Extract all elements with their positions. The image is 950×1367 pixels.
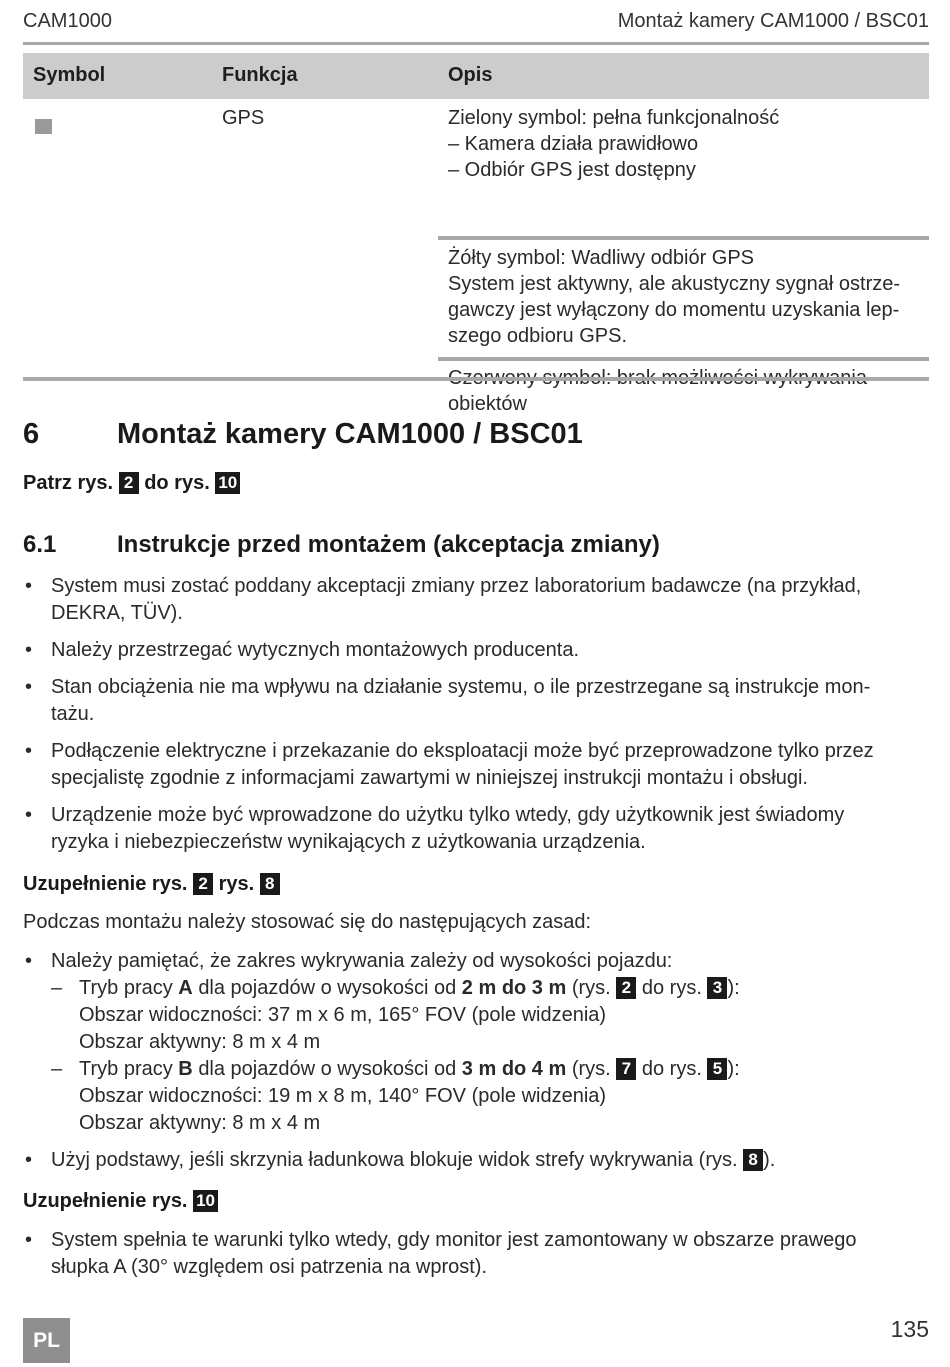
desc-green	[448, 105, 929, 183]
figure-badge: 8	[743, 1149, 763, 1171]
ref-text: do rys.	[144, 472, 210, 494]
list-item	[23, 573, 929, 627]
figure-badge: 5	[707, 1058, 727, 1080]
mode-label: B	[178, 1058, 193, 1080]
text: dla pojazdów o wysokości od	[198, 1058, 457, 1080]
col-function: Funkcja	[222, 64, 298, 86]
row-divider	[438, 357, 929, 361]
desc-line: – Odbiór GPS jest dostępny	[448, 159, 696, 181]
section-number: 6	[23, 418, 40, 450]
header-rule	[23, 42, 929, 45]
symbol-table	[23, 53, 929, 415]
page-number: 135	[890, 1316, 929, 1342]
instruction-list	[23, 573, 929, 866]
figure-badge: 2	[616, 977, 636, 999]
line: Urządzenie może być wprowadzone do użytku tylko wtedy, gdy użytkownik jest świadomy	[51, 804, 845, 826]
desc-line: szego odbioru GPS.	[448, 325, 627, 347]
text: ):	[727, 1058, 740, 1080]
line: DEKRA, TÜV).	[51, 602, 183, 624]
line: Obszar widoczności: 37 m x 6 m, 165° FOV (pole widzenia)	[79, 1004, 607, 1026]
supplement-list	[23, 1227, 929, 1291]
list-item	[23, 948, 929, 1137]
dash: –	[51, 1058, 63, 1080]
figure-reference	[23, 472, 240, 495]
text: do rys.	[641, 1058, 702, 1080]
col-symbol: Symbol	[33, 64, 106, 86]
line: System spełnia te warunki tylko wtedy, gdy monitor jest zamontowany w obszarze prawego	[51, 1229, 857, 1251]
list-item	[23, 1147, 929, 1174]
supplement-list	[23, 948, 929, 1184]
height-range: 2 m do 3 m	[461, 977, 567, 999]
line: System musi zostać poddany akceptacji zmiany przez laboratorium badawcze (na przykład,	[51, 575, 862, 597]
text: dla pojazdów o wysokości od	[198, 977, 457, 999]
line: Użyj podstawy, jeśli skrzynia ładunkowa blokuje widok strefy wykrywania (rys.	[51, 1149, 738, 1171]
desc-line: Zielony symbol: pełna funkcjonalność	[448, 107, 780, 129]
desc-line: System jest aktywny, ale akustyczny sygnał ostrze-	[448, 273, 901, 295]
table-bottom-rule	[23, 377, 929, 381]
line: Podłączenie elektryczne i przekazanie do eksploatacji może być przeprowadzone tylko przez	[51, 740, 874, 762]
figure-badge: 2	[193, 873, 213, 895]
figure-badge: 10	[193, 1190, 218, 1212]
mode-a-item	[51, 975, 929, 1056]
heading-text: Uzupełnienie rys.	[23, 1190, 188, 1212]
text: (rys.	[571, 1058, 611, 1080]
line: Obszar aktywny: 8 m x 4 m	[79, 1031, 321, 1053]
line: Należy pamiętać, że zakres wykrywania zależy od wysokości pojazdu:	[51, 950, 673, 972]
list-item	[23, 802, 929, 856]
text: ):	[727, 977, 740, 999]
text: (rys.	[571, 977, 611, 999]
line: Obszar widoczności: 19 m x 8 m, 140° FOV (pole widzenia)	[79, 1085, 607, 1107]
text: ).	[763, 1149, 776, 1171]
line: słupka A (30° względem osi patrzenia na wprost).	[51, 1256, 487, 1278]
running-header	[23, 10, 929, 40]
manual-page	[23, 0, 929, 1367]
desc-yellow	[448, 245, 929, 349]
table-header	[23, 53, 929, 99]
text: do rys.	[641, 977, 702, 999]
text: Tryb pracy	[79, 1058, 173, 1080]
line: Obszar aktywny: 8 m x 4 m	[79, 1112, 321, 1134]
gray-square-icon	[35, 119, 52, 134]
supplement-heading	[23, 1190, 218, 1213]
subsection-number: 6.1	[23, 531, 57, 558]
figure-badge: 7	[616, 1058, 636, 1080]
heading-text: Uzupełnienie rys.	[23, 873, 188, 895]
text: Tryb pracy	[79, 977, 173, 999]
header-product: CAM1000	[23, 10, 112, 32]
line: Stan obciążenia nie ma wpływu na działanie systemu, o ile przestrzegane są instrukcje mon-	[51, 676, 871, 698]
dash: –	[51, 977, 63, 999]
list-item	[23, 674, 929, 728]
heading-text: rys.	[218, 873, 255, 895]
desc-line: obiektów	[448, 393, 527, 415]
table-body	[23, 99, 929, 415]
desc-line: Żółty symbol: Wadliwy odbiór GPS	[448, 247, 755, 269]
list-item	[23, 738, 929, 792]
supplement-heading	[23, 873, 280, 896]
function-gps: GPS	[222, 107, 265, 129]
line: tażu.	[51, 703, 95, 725]
section-title: Montaż kamery CAM1000 / BSC01	[117, 418, 583, 450]
mode-label: A	[178, 977, 193, 999]
desc-line: – Kamera działa prawidłowo	[448, 133, 699, 155]
line: specjalistę zgodnie z informacjami zawartymi w niniejszej instrukcji montażu i obsługi.	[51, 767, 808, 789]
subsection-title: Instrukcje przed montażem (akceptacja zmiany)	[117, 531, 660, 558]
ref-text: Patrz rys.	[23, 472, 114, 494]
language-tab: PL	[23, 1318, 70, 1363]
desc-red	[448, 365, 929, 417]
row-divider	[438, 236, 929, 240]
list-item	[23, 1227, 929, 1281]
figure-badge: 3	[707, 977, 727, 999]
figure-badge: 2	[119, 472, 139, 494]
header-chapter: Montaż kamery CAM1000 / BSC01	[617, 10, 929, 32]
figure-badge: 10	[215, 472, 240, 494]
mode-b-item	[51, 1056, 929, 1137]
line: ryzyka i niebezpieczeństw wynikających z użytkowania urządzenia.	[51, 831, 646, 853]
height-range: 3 m do 4 m	[461, 1058, 567, 1080]
desc-line: gawczy jest wyłączony do momentu uzyskania lep-	[448, 299, 900, 321]
list-item	[23, 637, 929, 664]
col-description: Opis	[448, 64, 493, 86]
line: Należy przestrzegać wytycznych montażowych producenta.	[51, 639, 580, 661]
figure-badge: 8	[260, 873, 280, 895]
intro-paragraph: Podczas montażu należy stosować się do następujących zasad:	[23, 911, 592, 933]
